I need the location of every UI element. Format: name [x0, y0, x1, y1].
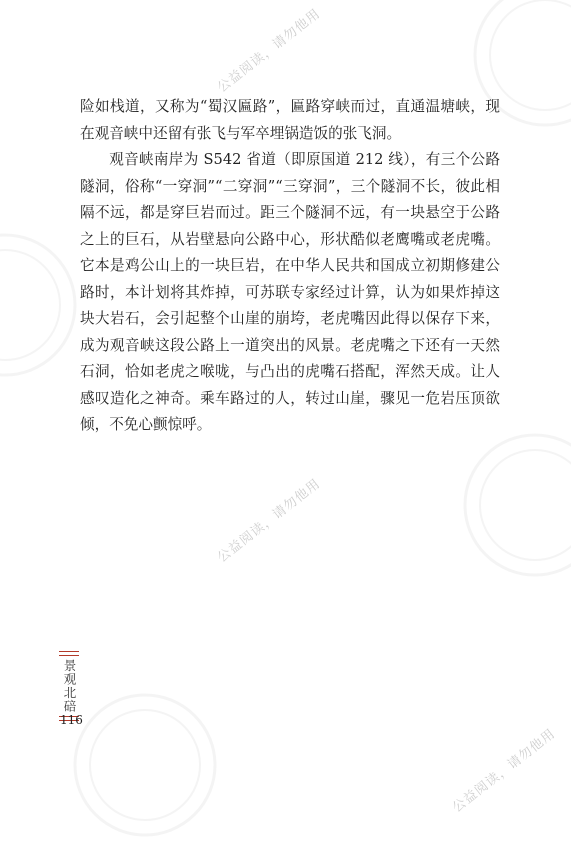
- paragraph-2: 观音峡南岸为 S542 省道（即原国道 212 线），有三个公路隧洞，俗称“一穿洞”“二穿洞”“三穿洞”，三个隧洞不长，彼此相隔不远，都是穿巨岩而过。距三个隧洞不远，有一块悬空于公路之上的巨石，从岩壁悬向公路中心，形状酷似老鹰嘴或老虎嘴。它本是鸡公山上的一块巨岩，在中华人民共和国成立初期修建公路时，本计划将其炸掉，可苏联专家经过计算，认为如果炸掉这块大岩石，会引起整个山崖的崩垮，老虎嘴因此得以保存下来，成为观音峡这段公路上一道突出的风景。老虎嘴之下还有一天然石洞，恰如老虎之喉咙，与凸出的虎嘴石搭配，浑然天成。让人感叹造化之神奇。乘车路过的人，转过山崖，骤见一危岩压顶欲倾，不免心颤惊呼。: [80, 151, 500, 433]
- watermark-text: 公益阅读，请勿他用: [214, 476, 324, 566]
- page-number: 116: [60, 713, 83, 727]
- body-text: [80, 94, 500, 439]
- watermark-text: 公益阅读，请勿他用: [214, 6, 324, 96]
- paragraph-1: 险如栈道，又称为“蜀汉匾路”，匾路穿峡而过，直通温塘峡，现在观音峡中还留有张飞与军卒埋锅造饭的张飞洞。: [80, 98, 500, 142]
- watermark-seal: [70, 690, 220, 840]
- running-title: [58, 651, 80, 721]
- watermark-seal: [460, 430, 571, 580]
- watermark-seal: [0, 230, 80, 380]
- title-ornament-top: [59, 651, 79, 656]
- book-title: 景观北碚: [62, 659, 77, 713]
- watermark-text: 公益阅读，请勿他用: [449, 726, 559, 816]
